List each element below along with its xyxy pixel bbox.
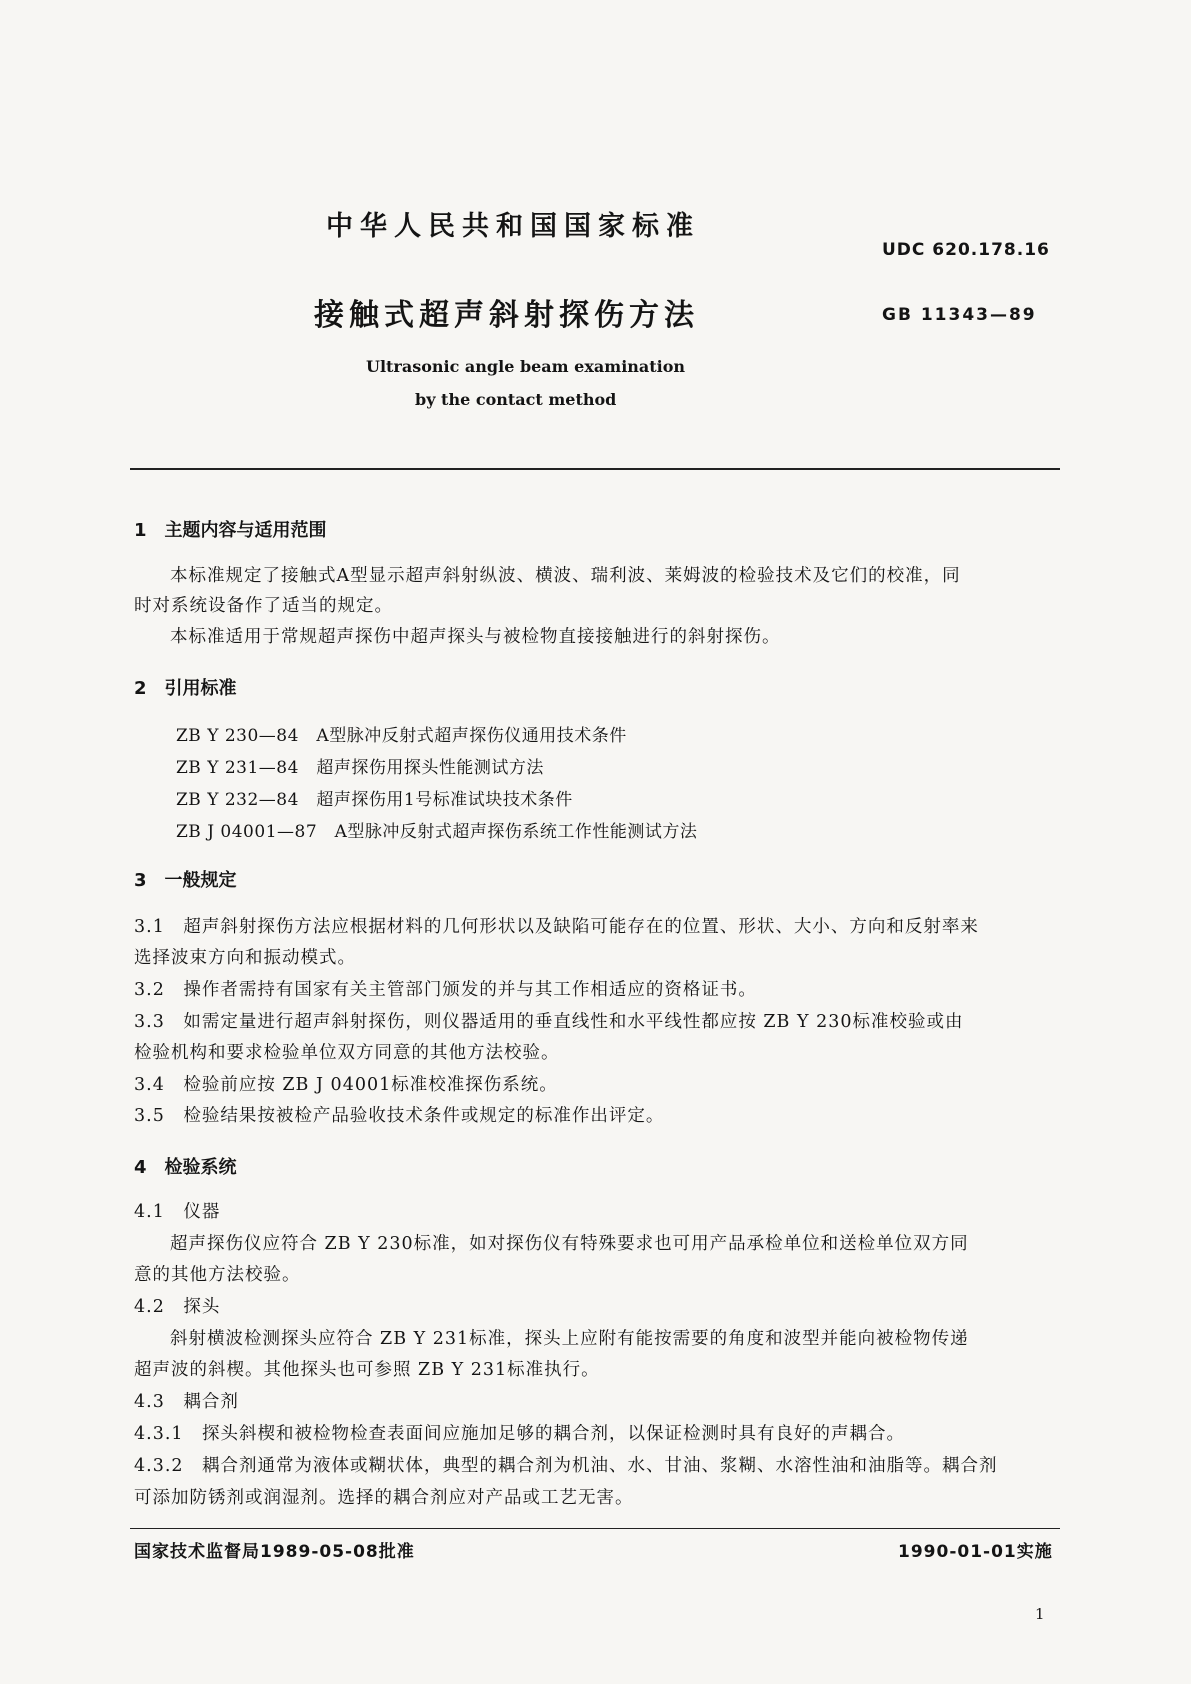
reference-item: ZB Y 230—84 A型脉冲反射式超声探伤仪通用技术条件 [176,726,627,746]
clause-4-3-2-line-1: 4.3.2 耦合剂通常为液体或糊状体，典型的耦合剂为机油、水、甘油、浆糊、水溶性油和油脂等。耦合剂 [134,1456,998,1476]
approval-date: 国家技术监督局1989-05-08批准 [134,1542,415,1562]
reference-item: ZB Y 231—84 超声探伤用探头性能测试方法 [176,758,544,778]
clause-4-1-line-1: 超声探伤仪应符合 ZB Y 230标准，如对探伤仪有特殊要求也可用产品承检单位和送检单位双方同 [170,1234,969,1254]
clause-3-2: 3.2 操作者需持有国家有关主管部门颁发的并与其工作相适应的资格证书。 [134,980,757,1000]
reference-item: ZB Y 232—84 超声探伤用1号标准试块技术条件 [176,790,573,810]
udc-code: UDC 620.178.16 [882,240,1050,260]
section-3-heading: 3 一般规定 [134,870,237,891]
page-number: 1 [1035,1605,1045,1623]
s1-paragraph-2: 本标准适用于常规超声探伤中超声探头与被检物直接接触进行的斜射探伤。 [170,627,781,647]
document-title-en-line2: by the contact method [415,390,617,409]
clause-4-1-line-2: 意的其他方法校验。 [134,1265,301,1285]
document-title-en-line1: Ultrasonic angle beam examination [366,357,686,376]
clause-4-3-title: 4.3 耦合剂 [134,1392,239,1412]
clause-3-1-line-2: 选择波束方向和振动模式。 [134,948,356,968]
country-standard-title: 中华人民共和国国家标准 [326,211,700,242]
clause-4-3-1: 4.3.1 探头斜楔和被检物检查表面间应施加足够的耦合剂，以保证检测时具有良好的声耦合。 [134,1424,906,1444]
clause-4-2-title: 4.2 探头 [134,1297,221,1317]
header-divider [130,468,1060,470]
clause-3-3-line-1: 3.3 如需定量进行超声斜射探伤，则仪器适用的垂直线性和水平线性都应按 ZB Y 230标准校验或由 [134,1012,964,1032]
section-4-heading: 4 检验系统 [134,1157,237,1178]
clause-4-2-line-1: 斜射横波检测探头应符合 ZB Y 231标准，探头上应附有能按需要的角度和波型并能向被检物传递 [170,1329,969,1349]
s1-paragraph-1-line-1: 本标准规定了接触式A型显示超声斜射纵波、横波、瑞利波、莱姆波的检验技术及它们的校准，同 [170,566,961,586]
clause-4-3-2-line-2: 可添加防锈剂或润湿剂。选择的耦合剂应对产品或工艺无害。 [134,1488,634,1508]
s1-paragraph-1-line-2: 时对系统设备作了适当的规定。 [134,596,393,616]
reference-item: ZB J 04001—87 A型脉冲反射式超声探伤系统工作性能测试方法 [176,822,698,842]
clause-3-1-line-1: 3.1 超声斜射探伤方法应根据材料的几何形状以及缺陷可能存在的位置、形状、大小、方向和反射率来 [134,917,979,937]
clause-4-2-line-2: 超声波的斜楔。其他探头也可参照 ZB Y 231标准执行。 [134,1360,600,1380]
clause-3-4: 3.4 检验前应按 ZB J 04001标准校准探伤系统。 [134,1075,558,1095]
standard-number: GB 11343—89 [882,305,1037,325]
footer-divider [130,1528,1060,1529]
clause-3-3-line-2: 检验机构和要求检验单位双方同意的其他方法校验。 [134,1043,560,1063]
effective-date: 1990-01-01实施 [898,1542,1053,1562]
document-title-cn: 接触式超声斜射探伤方法 [314,298,699,333]
section-2-heading: 2 引用标准 [134,678,237,699]
clause-3-5: 3.5 检验结果按被检产品验收技术条件或规定的标准作出评定。 [134,1106,665,1126]
section-1-heading: 1 主题内容与适用范围 [134,520,327,541]
clause-4-1-title: 4.1 仪器 [134,1202,221,1222]
